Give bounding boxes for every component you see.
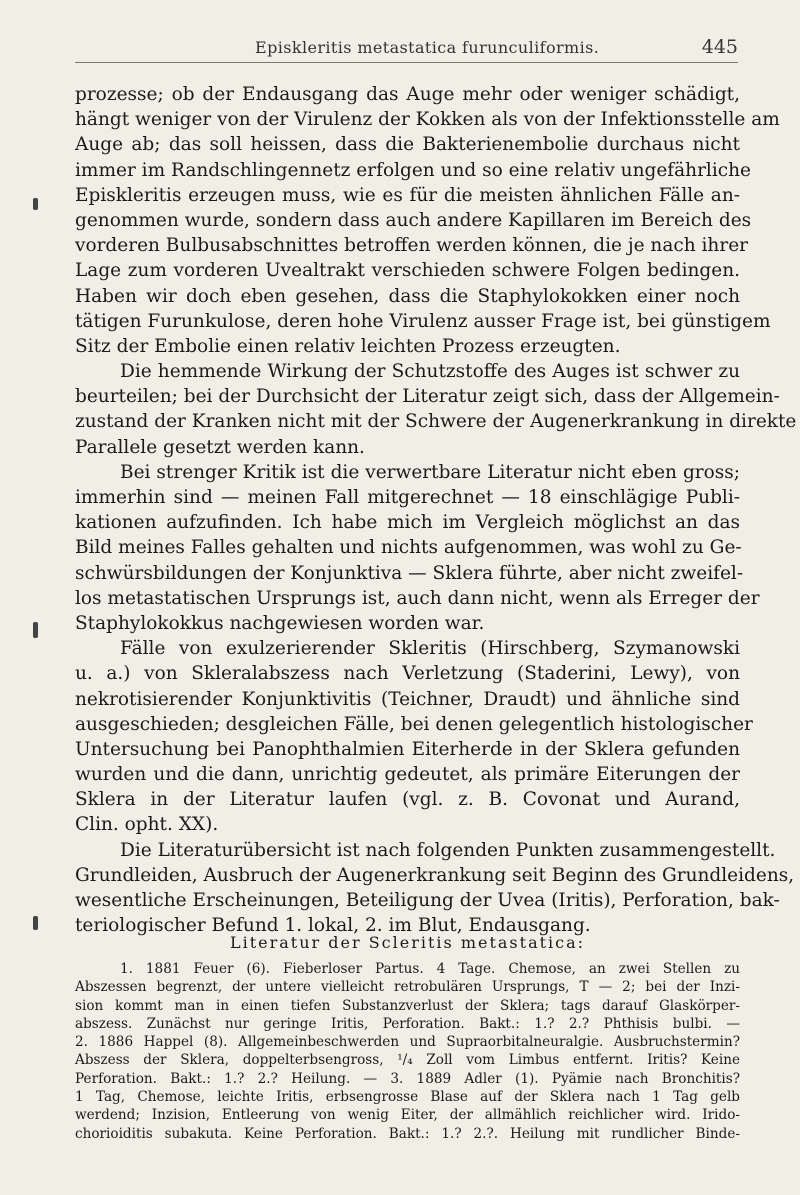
text-line: Bild meines Falles gehalten und nichts aufgenommen, was wohl zu Ge- — [75, 537, 742, 559]
text-line: Fälle von exulzerierender Skleritis (Hirschberg, Szymanowski — [120, 638, 740, 660]
text-line: kationen aufzufinden. Ich habe mich im Vergleich möglichst an das — [75, 512, 740, 534]
running-title: Episkleritis metastatica furunculiformis. — [255, 38, 600, 57]
text-line: 2. 1886 Happel (8). Allgemeinbeschwerden und Supraorbitalneuralgie. Ausbruchstermin? — [75, 1034, 740, 1051]
literature-list — [75, 960, 740, 1143]
text-line: Sitz der Embolie einen relativ leichten Prozess erzeugten. — [75, 335, 621, 357]
text-line: ausgeschieden; desgleichen Fälle, bei denen gelegentlich histologischer — [75, 713, 753, 735]
text-line: Grundleiden, Ausbruch der Augenerkrankung seit Beginn des Grundleidens, — [75, 864, 795, 886]
text-line: Episkleritis erzeugen muss, wie es für die meisten ähnlichen Fälle an- — [75, 184, 740, 206]
text-line: teriologischer Befund 1. lokal, 2. im Blut, Endausgang. — [75, 915, 591, 937]
text-line: immer im Randschlingennetz erfolgen und so eine relativ ungefährliche — [75, 159, 751, 181]
text-line: 1 Tag, Chemose, leichte Iritis, erbsengrosse Blase auf der Sklera nach 1 Tag gelb — [75, 1089, 740, 1106]
page-number: 445 — [701, 36, 738, 58]
text-line: Bei strenger Kritik ist die verwertbare Literatur nicht eben gross; — [120, 461, 740, 483]
text-line: Untersuchung bei Panophthalmien Eiterherde in der Sklera gefunden — [75, 738, 740, 760]
text-line: Clin. opht. XX). — [75, 814, 219, 836]
text-line: Die hemmende Wirkung der Schutzstoffe des Auges ist schwer zu — [120, 361, 740, 383]
text-line: Perforation. Bakt.: 1.? 2.? Heilung. — 3. 1889 Adler (1). Pyämie nach Bronchitis? — [75, 1070, 740, 1087]
text-line: Abszessen begrenzt, der untere vielleicht retrobulären Ursprungs, T — 2; bei der Inzi- — [75, 979, 740, 996]
text-line: Lage zum vorderen Uvealtrakt verschieden schwere Folgen bedingen. — [75, 260, 740, 282]
text-line: Staphylokokkus nachgewiesen worden war. — [75, 612, 485, 634]
literature-heading: Literatur der Scleritis metastatica: — [229, 933, 586, 952]
text-line: immerhin sind — meinen Fall mitgerechnet — 18 einschlägige Publi- — [75, 487, 740, 508]
text-line: chorioiditis subakuta. Keine Perforation. Bakt.: 1.? 2.?. Heilung mit rundlicher Binde- — [75, 1125, 740, 1142]
text-line: sion kommt man in einen tiefen Substanzverlust der Sklera; tags darauf Glaskörper- — [75, 997, 740, 1014]
text-line: vorderen Bulbusabschnittes betroffen werden können, die je nach ihrer — [75, 235, 748, 257]
margin-mark — [33, 198, 38, 210]
text-line: beurteilen; bei der Durchsicht der Literatur zeigt sich, dass der Allgemein- — [75, 386, 780, 408]
text-line: Abszess der Sklera, doppelterbsengross, ¹/₄ Zoll vom Limbus entfernt. Iritis? Keine — [75, 1052, 740, 1069]
text-line: werdend; Inzision, Entleerung von wenig Eiter, der allmählich reichlicher wird. Irido- — [75, 1107, 740, 1124]
text-line: genommen wurde, sondern dass auch andere Kapillaren im Bereich des — [75, 209, 752, 231]
text-line: nekrotisierender Konjunktivitis (Teichner, Draudt) und ähnliche sind — [75, 688, 740, 710]
text-line: Sklera in der Literatur laufen (vgl. z. B. Covonat und Aurand, — [75, 789, 740, 811]
text-line: tätigen Furunkulose, deren hohe Virulenz ausser Frage ist, bei günstigem — [75, 310, 771, 332]
text-line: los metastatischen Ursprungs ist, auch dann nicht, wenn als Erreger der — [75, 587, 760, 609]
margin-mark — [33, 916, 38, 930]
text-line: Die Literaturübersicht ist nach folgenden Punkten zusammengestellt. — [120, 839, 776, 861]
text-line: wesentliche Erscheinungen, Beteiligung der Uvea (Iritis), Perforation, bak- — [75, 890, 780, 911]
text-line: 1. 1881 Feuer (6). Fieberloser Partus. 4 Tage. Chemose, an zwei Stellen zu — [120, 961, 740, 977]
text-line: hängt weniger von der Virulenz der Kokken als von der Infektionsstelle am — [75, 109, 780, 131]
text-line: u. a.) von Skleralabszess nach Verletzung (Staderini, Lewy), von — [75, 663, 740, 685]
text-line: Haben wir doch eben gesehen, dass die Staphylokokken einer noch — [75, 285, 740, 307]
text-line: wurden und die dann, unrichtig gedeutet, als primäre Eiterungen der — [75, 764, 740, 786]
text-line: abszess. Zunächst nur geringe Iritis, Perforation. Bakt.: 1.? 2.? Phthisis bulbi. — — [75, 1015, 740, 1032]
running-header — [75, 34, 738, 63]
text-line: schwürsbildungen der Konjunktiva — Sklera führte, aber nicht zweifel- — [75, 562, 744, 584]
text-line: zustand der Kranken nicht mit der Schwere der Augenerkrankung in direkte — [75, 411, 797, 433]
text-line: Parallele gesetzt werden kann. — [75, 436, 365, 458]
margin-mark — [33, 622, 38, 638]
body-text — [75, 82, 797, 938]
text-line: prozesse; ob der Endausgang das Auge mehr oder weniger schädigt, — [75, 84, 740, 105]
text-line: Auge ab; das soll heissen, dass die Bakterienembolie durchaus nicht — [75, 134, 740, 156]
